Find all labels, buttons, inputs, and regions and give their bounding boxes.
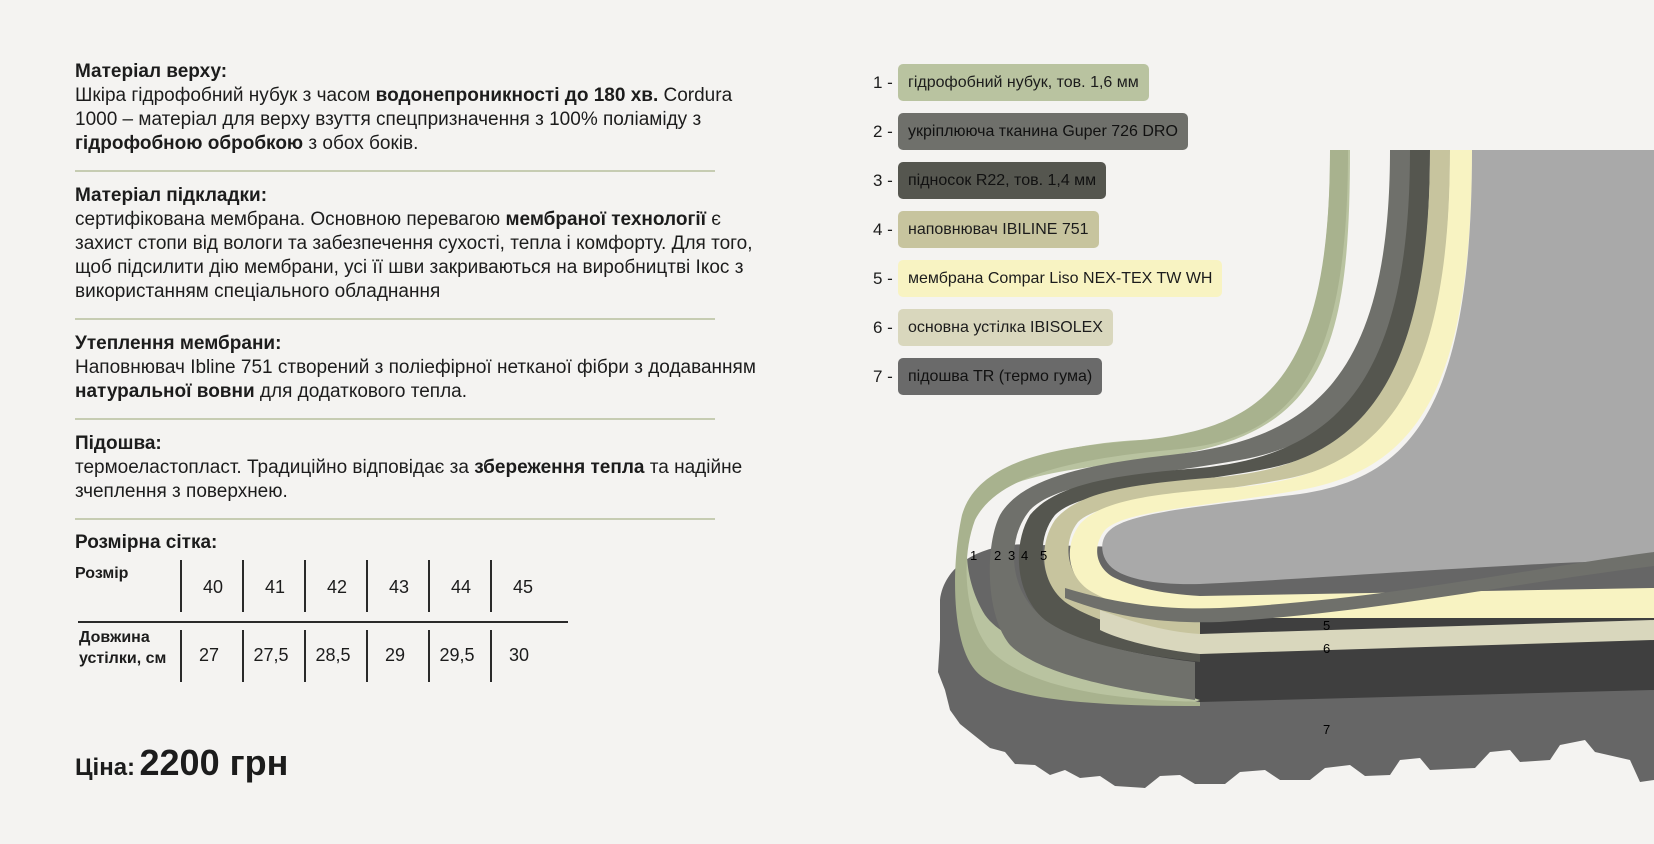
section-title: Матеріал верху:: [75, 61, 228, 82]
boot-label-sole-5: 5: [1323, 618, 1331, 633]
section-3: [75, 432, 765, 512]
size-value: 45: [512, 577, 534, 597]
section-body: [75, 356, 765, 404]
section-body-text: та надійне зчеплення з поверхнею.: [75, 457, 743, 502]
section-body: [75, 208, 765, 304]
legend-item-2: [873, 113, 1222, 150]
size-value: 41: [264, 577, 286, 597]
length-value: 30: [508, 645, 530, 665]
legend-item-3: [873, 162, 1222, 199]
boot-label-sole-7: 7: [1323, 722, 1331, 737]
length-value: 29,5: [439, 645, 475, 665]
section-body: [75, 456, 765, 504]
length-row-label: [79, 627, 166, 669]
legend-label: основна устілка IBISOLEX: [898, 309, 1113, 346]
length-row-label-line1: Довжина: [79, 629, 150, 646]
legend-number: 7 -: [873, 366, 893, 386]
legend-label: мембрана Compar Liso NEX-TEX TW WH: [898, 260, 1222, 297]
legend-number: 4 -: [873, 219, 893, 239]
boot-label-4: 4: [1021, 548, 1029, 563]
length-value: 28,5: [315, 645, 351, 665]
section-body-emphasis: гідрофобною обробкою: [75, 133, 304, 154]
section-divider: [75, 170, 715, 172]
boot-label-3: 3: [1008, 548, 1016, 563]
description-column: [75, 58, 765, 554]
section-title: Матеріал підкладки:: [75, 185, 268, 206]
section-divider: [75, 418, 715, 420]
material-sections: [75, 60, 765, 520]
section-body-text: термоеластопласт. Традиційно відповідає за: [75, 457, 475, 478]
size-value: 40: [202, 577, 224, 597]
boot-label-1: 1: [970, 548, 978, 563]
legend-item-4: [873, 211, 1222, 248]
legend-label: укріплююча тканина Guper 726 DRO: [898, 113, 1188, 150]
size-table: [75, 560, 575, 680]
legend-number: 5 -: [873, 268, 893, 288]
boot-label-5: 5: [1040, 548, 1048, 563]
section-0: [75, 60, 765, 164]
section-body-text: для додаткового тепла.: [254, 381, 468, 402]
section-body-emphasis: водонепроникності до 180 хв.: [375, 85, 659, 106]
price: [75, 742, 288, 784]
legend-item-5: [873, 260, 1222, 297]
length-value: 29: [384, 645, 406, 665]
section-divider: [75, 518, 715, 520]
length-row-label-line2: устілки, см: [79, 650, 167, 667]
layers-legend: [873, 64, 1222, 407]
price-value: 2200 грн: [139, 742, 289, 783]
length-value: 27,5: [253, 645, 289, 665]
section-body-emphasis: збереження тепла: [474, 457, 645, 478]
section-divider: [75, 318, 715, 320]
section-body-text: Шкіра гідрофобний нубук з часом: [75, 85, 376, 106]
legend-item-7: [873, 358, 1222, 395]
section-body-emphasis: натуральної вовни: [75, 381, 255, 402]
legend-label: наповнювач IBILINE 751: [898, 211, 1099, 248]
legend-number: 3 -: [873, 170, 893, 190]
size-value: 44: [450, 577, 472, 597]
legend-item-1: [873, 64, 1222, 101]
section-body-text: Cordura 1000 – матеріал для верху взуття спецпризначення з 100% поліаміду з: [75, 85, 733, 130]
legend-label: підносок R22, тов. 1,4 мм: [898, 162, 1106, 199]
size-value: 42: [326, 577, 348, 597]
legend-label: підошва TR (термо гума): [898, 358, 1102, 395]
size-grid-title: Розмірна сітка:: [75, 532, 218, 553]
section-body-text: є захист стопи від вологи та забезпечення сухості, тепла і комфорту. Для того, щоб підсилити дію мембрани, усі її шви закриваються на виробництві Ікос з використанням спеціального обладнання: [75, 209, 753, 302]
size-value: 43: [388, 577, 410, 597]
section-title: Утеплення мембрани:: [75, 333, 282, 354]
section-title: Підошва:: [75, 433, 162, 454]
length-value: 27: [198, 645, 220, 665]
legend-item-6: [873, 309, 1222, 346]
legend-label: гідрофобний нубук, тов. 1,6 мм: [898, 64, 1149, 101]
boot-label-2: 2: [994, 548, 1002, 563]
section-2: [75, 332, 765, 412]
section-body-text: сертифікована мембрана. Основною перевагою: [75, 209, 506, 230]
size-row-label: Розмір: [75, 565, 129, 582]
section-body-text: Наповнювач Ibline 751 створений з поліефірної нетканої фібри з додаванням: [75, 357, 756, 378]
price-label: Ціна:: [75, 754, 136, 781]
legend-number: 2 -: [873, 121, 893, 141]
size-table-divider: [78, 621, 568, 623]
legend-number: 6 -: [873, 317, 893, 337]
section-1: [75, 184, 765, 312]
section-body-text: з обох боків.: [303, 133, 419, 154]
boot-label-sole-6: 6: [1323, 641, 1331, 656]
section-body-emphasis: мембраної технології: [505, 209, 707, 230]
legend-number: 1 -: [873, 72, 893, 92]
section-body: [75, 84, 765, 156]
